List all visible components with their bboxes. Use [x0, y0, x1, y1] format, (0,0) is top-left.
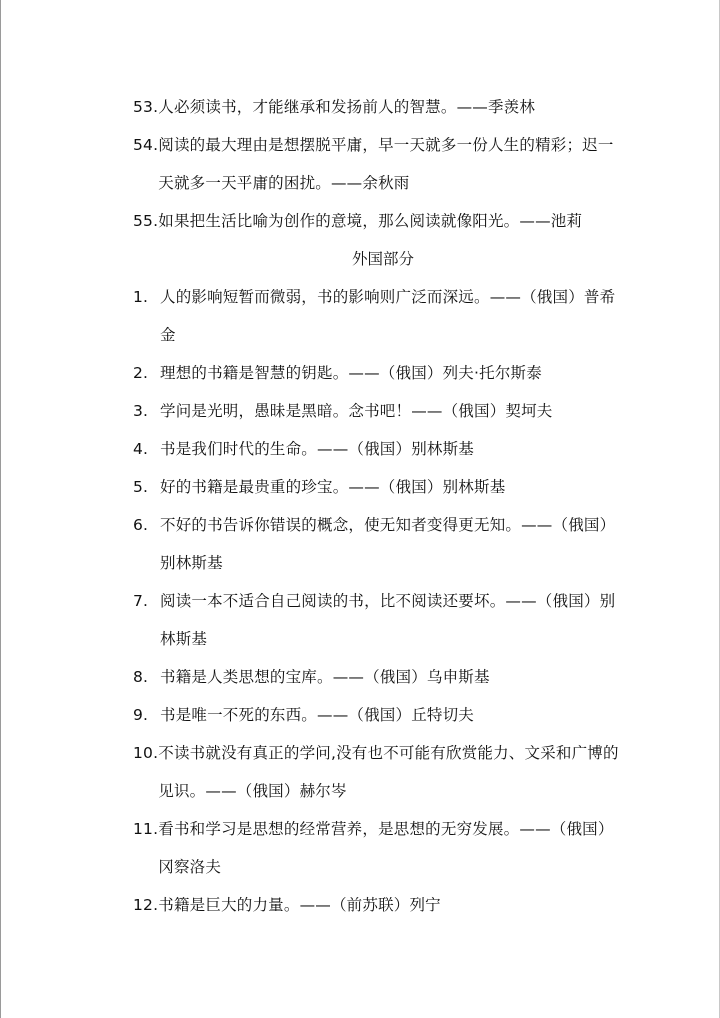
list-item	[133, 468, 623, 506]
list-item	[133, 810, 623, 886]
item-number: 7.	[133, 592, 149, 610]
quote-text: 理想的书籍是智慧的钥匙。——（俄国）列夫·托尔斯泰	[160, 364, 542, 382]
list-item	[133, 886, 623, 924]
list-item	[133, 734, 623, 810]
list-item	[133, 88, 623, 126]
list-item	[133, 582, 623, 658]
list-item	[133, 202, 623, 240]
page-left-edge	[0, 0, 1, 1018]
quote-text: 阅读一本不适合自己阅读的书，比不阅读还要坏。——（俄国）别林斯基	[160, 592, 616, 648]
quote-text: 不好的书告诉你错误的概念，使无知者变得更无知。——（俄国）别林斯基	[160, 516, 616, 572]
quote-text: 看书和学习是思想的经常营养，是思想的无穷发展。——（俄国）冈察洛夫	[158, 820, 614, 876]
item-number: 10.	[133, 744, 159, 762]
list-item	[133, 658, 623, 696]
item-number: 3.	[133, 402, 149, 420]
quote-text: 人必须读书，才能继承和发扬前人的智慧。——季羡林	[158, 98, 536, 116]
list-item	[133, 126, 623, 202]
item-number: 4.	[133, 440, 149, 458]
item-number: 1.	[133, 288, 149, 306]
item-number: 12.	[133, 896, 159, 914]
quote-text: 好的书籍是最贵重的珍宝。——（俄国）别林斯基	[160, 478, 506, 496]
list-item	[133, 430, 623, 468]
quote-text: 书籍是人类思想的宝库。——（俄国）乌申斯基	[160, 668, 490, 686]
item-number: 8.	[133, 668, 149, 686]
quote-text: 阅读的最大理由是想摆脱平庸，早一天就多一份人生的精彩；迟一天就多一天平庸的困扰。——余秋雨	[158, 136, 614, 192]
item-number: 6.	[133, 516, 149, 534]
quote-text: 学问是光明，愚昧是黑暗。念书吧！——（俄国）契坷夫	[160, 402, 553, 420]
list-item	[133, 506, 623, 582]
document-body	[133, 88, 623, 924]
list-item	[133, 696, 623, 734]
quote-text: 不读书就没有真正的学问,没有也不可能有欣赏能力、文采和广博的见识。——（俄国）赫尔岑	[158, 744, 619, 800]
quote-text: 书籍是巨大的力量。——（前苏联）列宁	[158, 896, 441, 914]
section-title: 外国部分	[351, 250, 414, 268]
item-number: 55.	[133, 212, 159, 230]
item-number: 5.	[133, 478, 149, 496]
item-number: 54.	[133, 136, 159, 154]
item-number: 53.	[133, 98, 159, 116]
quote-text: 如果把生活比喻为创作的意境，那么阅读就像阳光。——池莉	[158, 212, 583, 230]
item-number: 9.	[133, 706, 149, 724]
list-item	[133, 278, 623, 354]
quote-text: 书是我们时代的生命。——（俄国）别林斯基	[160, 440, 475, 458]
quote-text: 书是唯一不死的东西。——（俄国）丘特切夫	[160, 706, 475, 724]
list-item	[133, 392, 623, 430]
list-item	[133, 354, 623, 392]
quote-text: 人的影响短暂而微弱，书的影响则广泛而深远。——（俄国）普希金	[160, 288, 616, 344]
item-number: 2.	[133, 364, 149, 382]
item-number: 11.	[133, 820, 159, 838]
